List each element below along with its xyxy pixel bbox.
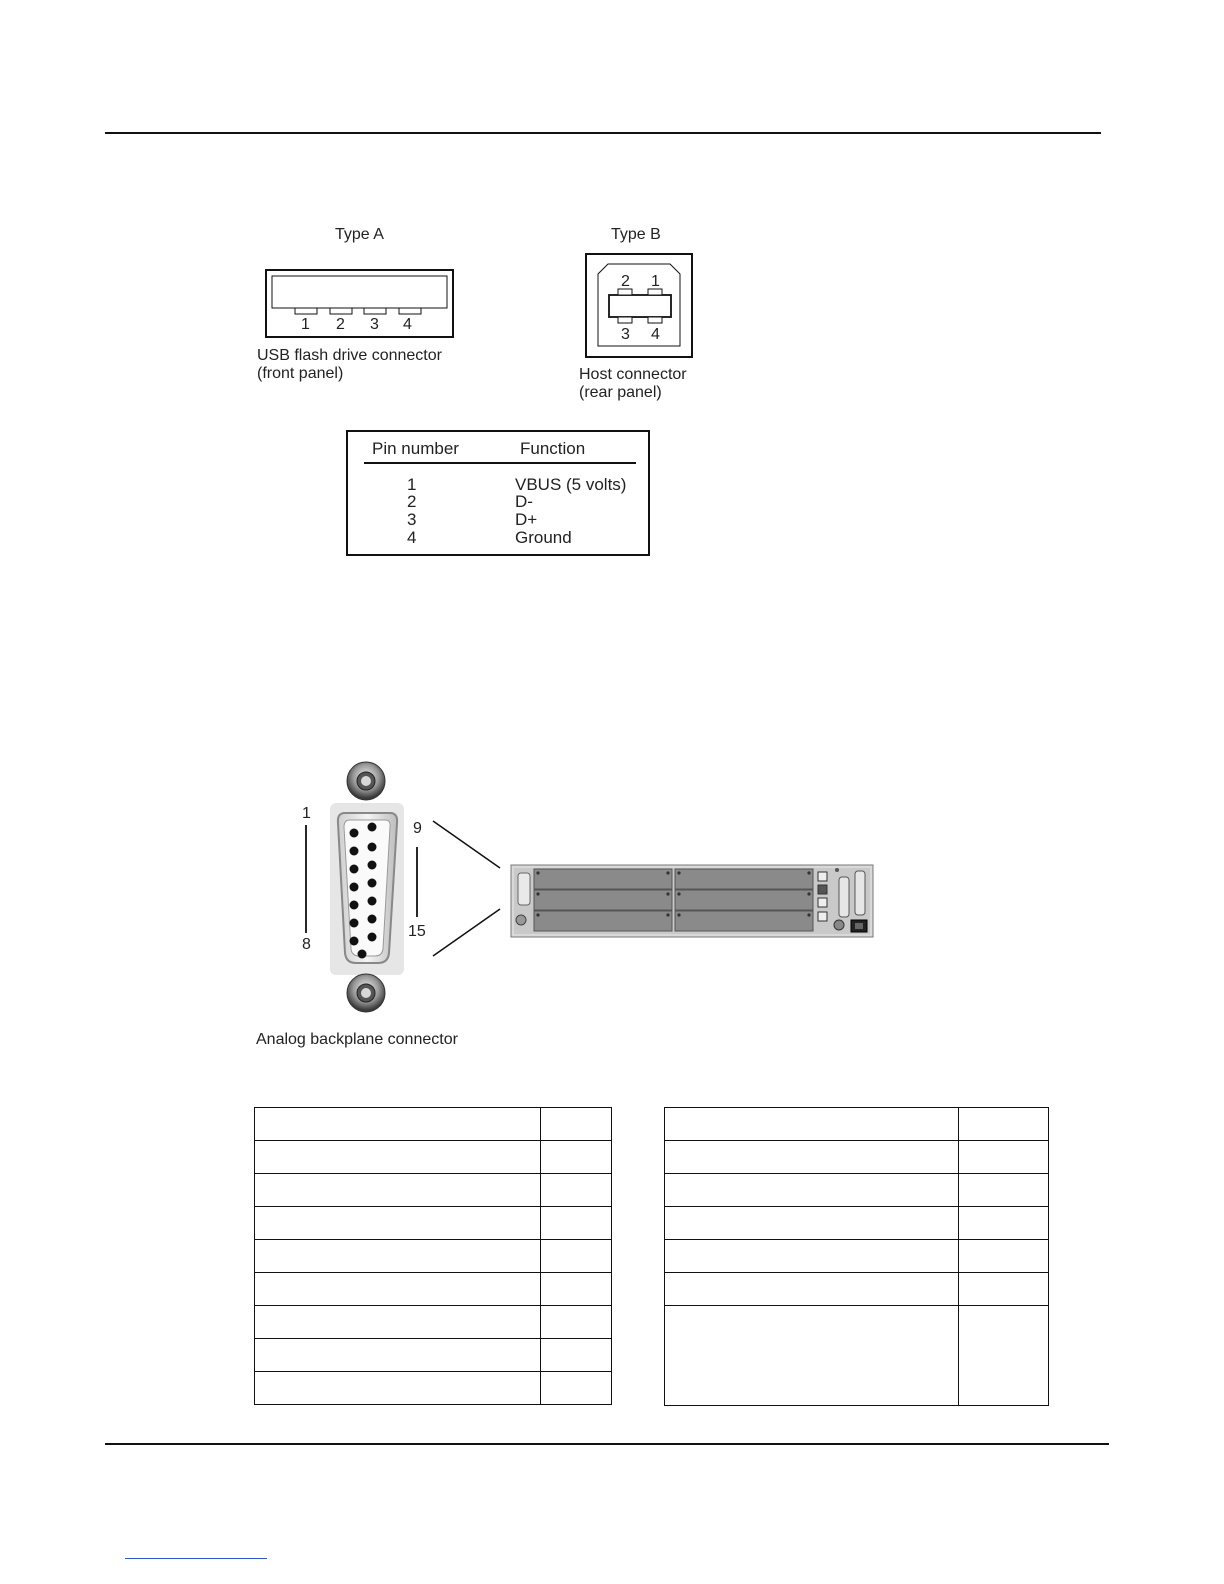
function-header: Function [520, 439, 586, 458]
usb-type-b-connector-diagram [582, 250, 698, 362]
type-a-caption-line1: USB flash drive connector [257, 347, 442, 364]
table-row-pin: 4 [407, 528, 417, 547]
table-row [665, 1273, 1049, 1306]
table-row-function: VBUS (5 volts) [515, 475, 627, 494]
pin-number-header: Pin number [372, 439, 459, 458]
type-b-pin-3: 3 [621, 326, 630, 343]
table-row [665, 1141, 1049, 1174]
type-a-label: Type A [335, 226, 384, 243]
usb-pin-function-table [346, 430, 650, 556]
type-b-pin-2: 2 [621, 273, 630, 290]
table-row [255, 1240, 612, 1273]
header-rule [105, 132, 1101, 134]
table-row-function: D+ [515, 510, 538, 529]
analog-backplane-connector-diagram [290, 755, 890, 1015]
type-b-caption-line1: Host connector [579, 366, 687, 383]
table-row [665, 1240, 1049, 1273]
table-row [255, 1273, 612, 1306]
type-a-pin-2: 2 [336, 316, 345, 333]
top-jackscrew-icon [347, 762, 385, 800]
table-row-pin: 2 [407, 492, 417, 511]
table-row-pin: 1 [407, 475, 417, 494]
table-row [255, 1306, 612, 1339]
table-row [665, 1306, 1049, 1406]
type-a-pin-3: 3 [370, 316, 379, 333]
footer-rule [105, 1443, 1109, 1445]
analog-pin-15-label: 15 [408, 923, 426, 940]
type-b-label: Type B [611, 226, 661, 243]
type-b-pin-1: 1 [651, 273, 660, 290]
table-row [255, 1207, 612, 1240]
table-row-pin: 3 [407, 510, 417, 529]
analog-pin-9-label: 9 [413, 820, 422, 837]
usb-type-a-connector-diagram [260, 265, 460, 345]
type-b-caption-line2: (rear panel) [579, 384, 662, 401]
table-row [665, 1108, 1049, 1141]
analog-pin-table-right [664, 1107, 1049, 1406]
table-row [255, 1174, 612, 1207]
table-row [255, 1372, 612, 1405]
type-b-pin-4: 4 [651, 326, 660, 343]
analog-pin-table-left [254, 1107, 612, 1405]
table-row [665, 1207, 1049, 1240]
type-a-pin-1: 1 [301, 316, 310, 333]
table-row-function: Ground [515, 528, 572, 547]
table-row-function: D- [515, 492, 533, 511]
table-row [255, 1108, 612, 1141]
footer-link-underline[interactable] [125, 1558, 267, 1559]
bottom-jackscrew-icon [347, 974, 385, 1012]
analog-caption: Analog backplane connector [256, 1031, 458, 1048]
rear-panel-illustration [511, 865, 873, 937]
table-row [665, 1174, 1049, 1207]
analog-pin-1-label: 1 [302, 805, 311, 822]
table-header-rule [364, 462, 636, 464]
type-a-pin-4: 4 [403, 316, 412, 333]
analog-pin-8-label: 8 [302, 936, 311, 953]
table-row [255, 1339, 612, 1372]
table-row [255, 1141, 612, 1174]
type-a-caption-line2: (front panel) [257, 365, 344, 382]
